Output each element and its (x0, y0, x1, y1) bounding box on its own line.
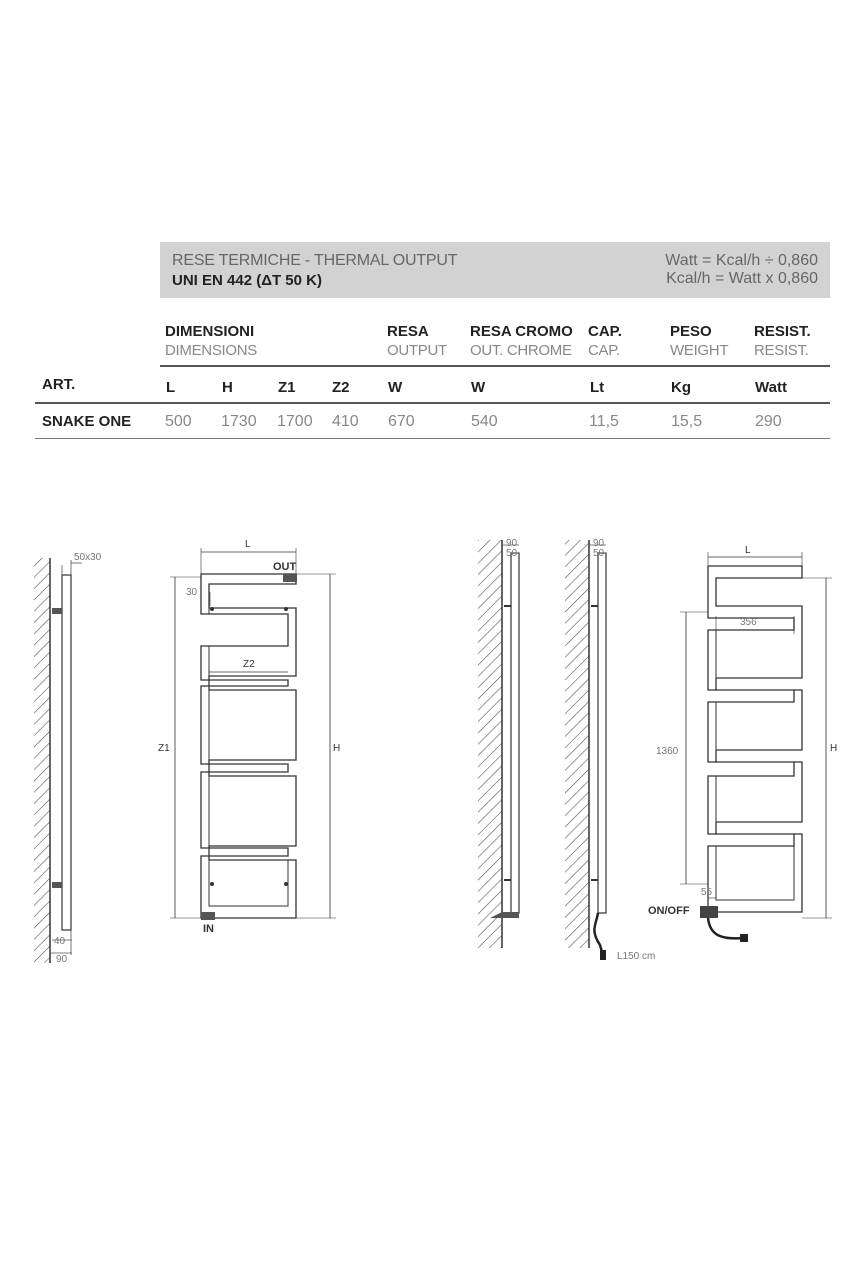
side-view-1 (34, 558, 82, 963)
banner-title: RESE TERMICHE - THERMAL OUTPUT (172, 252, 458, 269)
banner-formula-1: Watt = Kcal/h ÷ 0,860 (665, 252, 818, 269)
value-z2: 410 (332, 413, 359, 430)
label-side3-cable: L150 cm (617, 951, 656, 962)
unit-w-output: W (388, 379, 403, 396)
article-name: SNAKE ONE (42, 413, 132, 430)
unit-z2: Z2 (332, 379, 350, 396)
wall-hatch-1 (34, 558, 50, 963)
unit-l: L (166, 379, 176, 396)
unit-h: H (222, 379, 233, 396)
header-weight-it: PESO (670, 323, 712, 340)
header-capacity-it: CAP. (588, 323, 622, 340)
radiator-profile-2 (511, 553, 519, 913)
serpentine-outline-1 (201, 574, 296, 918)
label-front2-L: L (745, 545, 751, 556)
label-side1-40: 40 (54, 936, 66, 947)
label-side2-90: 90 (506, 538, 518, 549)
side-view-2 (478, 540, 519, 948)
header-output-chrome-en: OUT. CHROME (470, 342, 572, 359)
value-h: 1730 (221, 413, 257, 430)
header-resistance-it: RESIST. (754, 323, 811, 340)
radiator-profile-3 (598, 553, 606, 913)
outlet-valve-1 (283, 574, 297, 582)
label-side3-90: 90 (593, 538, 605, 549)
unit-w-chrome: W (471, 379, 486, 396)
label-side1-profile: 50x30 (74, 552, 102, 563)
side-view-3 (565, 540, 606, 960)
wall-hatch-2 (478, 540, 502, 948)
value-l: 500 (165, 413, 192, 430)
header-dimensions-en: DIMENSIONS (165, 342, 258, 359)
label-front1-Z1: Z1 (158, 743, 170, 754)
wall-hatch-3 (565, 540, 589, 948)
label-front1-H: H (333, 743, 341, 754)
label-side3-50: 50 (593, 548, 605, 559)
label-front1-L: L (245, 539, 251, 550)
serpentine-inner-1 (209, 584, 288, 906)
art-header: ART. (42, 376, 76, 393)
front-view-1 (170, 548, 336, 920)
unit-z1: Z1 (278, 379, 296, 396)
value-z1: 1700 (277, 413, 313, 430)
header-output-it: RESA (387, 323, 429, 340)
header-weight-en: WEIGHT (670, 342, 729, 359)
power-cable (594, 913, 603, 955)
label-side1-90: 90 (56, 954, 68, 965)
unit-lt: Lt (590, 379, 605, 396)
bracket-top-1 (52, 608, 62, 614)
unit-kg: Kg (671, 379, 691, 396)
radiator-profile-1 (62, 575, 71, 930)
header-capacity-en: CAP. (588, 342, 620, 359)
value-weight: 15,5 (671, 413, 703, 430)
banner-standard: UNI EN 442 (ΔT 50 K) (172, 272, 322, 289)
value-capacity: 11,5 (589, 413, 619, 430)
label-front2-switch: ON/OFF (648, 905, 690, 917)
front-view-2 (680, 552, 832, 942)
header-resistance-en: RESIST. (754, 342, 809, 359)
label-front2-55: 55 (701, 887, 713, 898)
power-cable-2 (708, 918, 745, 938)
heating-element (700, 906, 718, 918)
label-side2-50: 50 (506, 548, 518, 559)
label-front1-in: IN (203, 923, 214, 935)
header-output-chrome-it: RESA CROMO (470, 323, 573, 340)
header-dimensions-it: DIMENSIONI (165, 323, 255, 340)
header-output-en: OUTPUT (387, 342, 447, 359)
label-front2-1360: 1360 (656, 746, 679, 757)
unit-watt: Watt (755, 379, 787, 396)
inlet-valve-1 (201, 912, 215, 920)
value-resistance: 290 (755, 413, 782, 430)
value-output: 670 (388, 413, 415, 430)
banner-formula-2: Kcal/h = Watt x 0,860 (666, 270, 818, 287)
label-front1-Z2: Z2 (243, 659, 255, 670)
bracket-bottom-1 (52, 882, 62, 888)
value-output-chrome: 540 (471, 413, 498, 430)
label-front1-30: 30 (186, 587, 198, 598)
label-front2-356: 356 (740, 617, 757, 628)
label-front1-out: OUT (273, 561, 297, 573)
label-front2-H: H (830, 743, 838, 754)
